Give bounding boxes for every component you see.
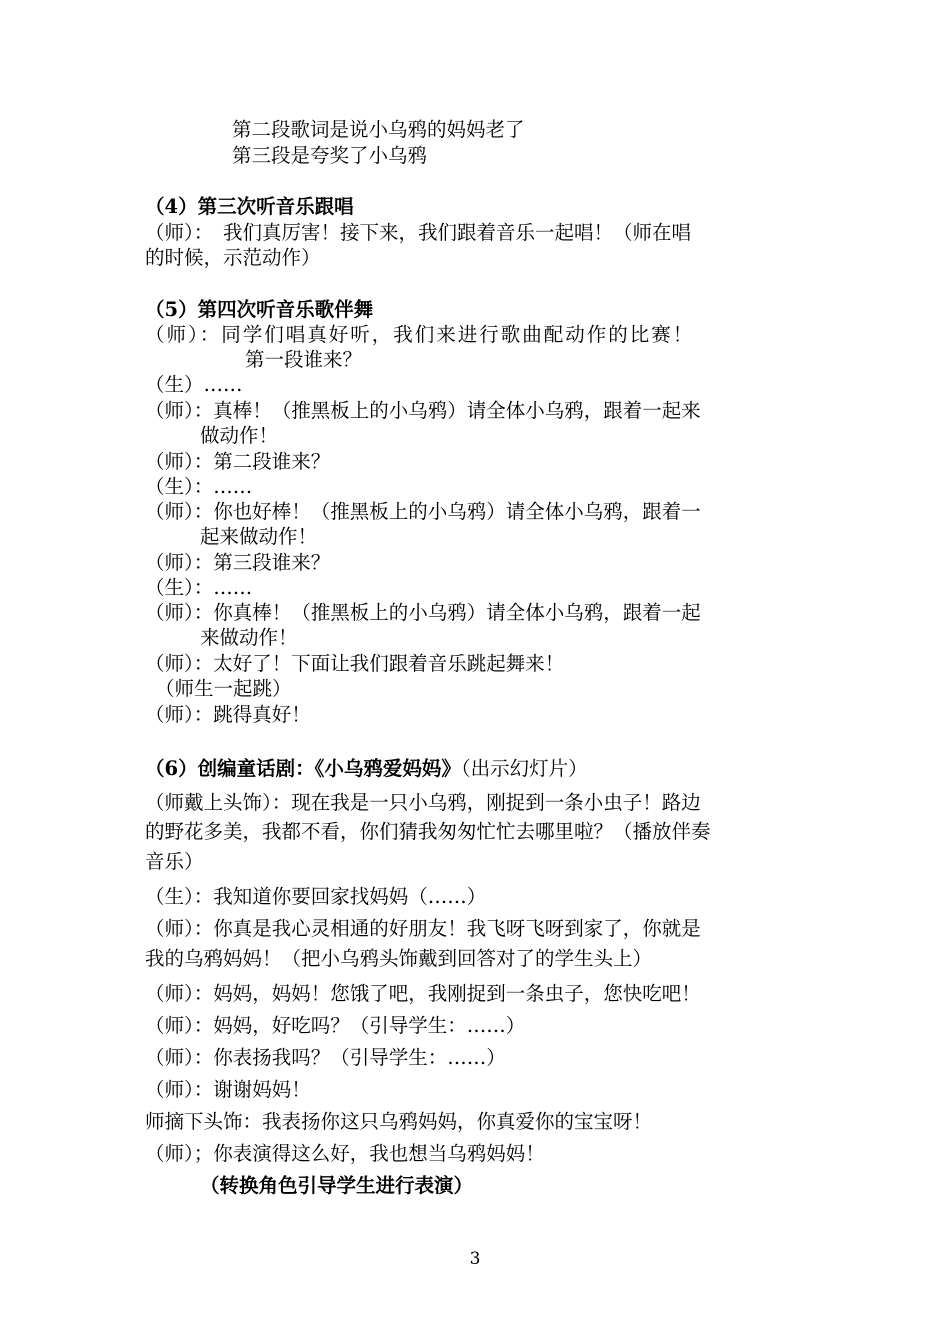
paragraph-line: （师）：你表扬我吗？（引导学生：……） (145, 1046, 506, 1069)
paragraph-line: （生）：…… (145, 475, 253, 498)
section-heading-6-note: （出示幻灯片） (460, 757, 588, 780)
paragraph-line: （师）：同学们唱真好听，我们来进行歌曲配动作的比赛！ (145, 323, 695, 346)
paragraph-line: 第一段谁来？ (245, 348, 363, 371)
paragraph-line: （师）；你表演得这么好，我也想当乌鸦妈妈！ (145, 1142, 545, 1165)
closing-instruction: （转换角色引导学生进行表演） (200, 1174, 474, 1197)
section-heading-6 (145, 756, 810, 782)
paragraph-line: （生）…… (145, 373, 243, 396)
paragraph-line: 起来做动作！ (200, 525, 318, 548)
paragraph-line: （师）：太好了！下面让我们跟着音乐跳起舞来！ (145, 652, 565, 675)
paragraph-line: （师）：你真棒！（推黑板上的小乌鸦）请全体小乌鸦，跟着一起 (145, 601, 701, 624)
paragraph-line: （师）：妈妈，妈妈！您饿了吧，我刚捉到一条虫子，您快吃吧！ (145, 982, 701, 1005)
lyrics-verse-2-line: 第二段歌词是说小乌鸦的妈妈老了 (232, 118, 525, 141)
paragraph-line: （师）：你真是我心灵相通的好朋友！我飞呀飞呀到家了，你就是 (145, 917, 701, 940)
paragraph-line: （师）： 我们真厉害！接下来，我们跟着音乐一起唱！（师在唱 (145, 221, 692, 244)
paragraph-line: 我的乌鸦妈妈！（把小乌鸦头饰戴到回答对了的学生头上） (145, 947, 653, 970)
paragraph-line: （师）：第三段谁来？ (145, 551, 331, 574)
section-heading-4: （4）第三次听音乐跟唱 (145, 195, 354, 218)
page-number: 3 (469, 1249, 481, 1269)
paragraph-line: 的野花多美，我都不看，你们猜我匆匆忙忙去哪里啦？（播放伴奏 (145, 820, 711, 843)
paragraph-line: （生）：…… (145, 576, 253, 599)
paragraph-line: （生）：我知道你要回家找妈妈（……） (145, 885, 487, 908)
paragraph-line: （师）：谢谢妈妈！ (145, 1078, 311, 1101)
paragraph-line: （师）：第二段谁来？ (145, 450, 331, 473)
section-heading-6-title: （6）创编童话剧：《小乌鸦爱妈妈》 (145, 757, 461, 780)
paragraph-line: 做动作！ (200, 424, 279, 447)
section-heading-5: （5）第四次听音乐歌伴舞 (145, 298, 374, 321)
paragraph-line: （师）：你也好棒！（推黑板上的小乌鸦）请全体小乌鸦，跟着一 (145, 500, 701, 523)
paragraph-line: 师摘下头饰：我表扬你这只乌鸦妈妈，你真爱你的宝宝呀！ (145, 1110, 653, 1133)
paragraph-line: （师戴上头饰）：现在我是一只小乌鸦，刚捉到一条小虫子！路边 (145, 791, 701, 814)
paragraph-line: 的时候，示范动作） (145, 246, 321, 269)
paragraph-line: （师生一起跳） (155, 677, 292, 700)
paragraph-line: （师）：妈妈，好吃吗？（引导学生：……） (145, 1014, 526, 1037)
paragraph-line: 音乐） (145, 850, 204, 873)
paragraph-line: （师）：跳得真好！ (145, 703, 311, 726)
paragraph-line: （师）：真棒！（推黑板上的小乌鸦）请全体小乌鸦，跟着一起来 (145, 399, 701, 422)
paragraph-line: 来做动作！ (200, 626, 298, 649)
lyrics-verse-3-line: 第三段是夸奖了小乌鸦 (232, 144, 428, 167)
